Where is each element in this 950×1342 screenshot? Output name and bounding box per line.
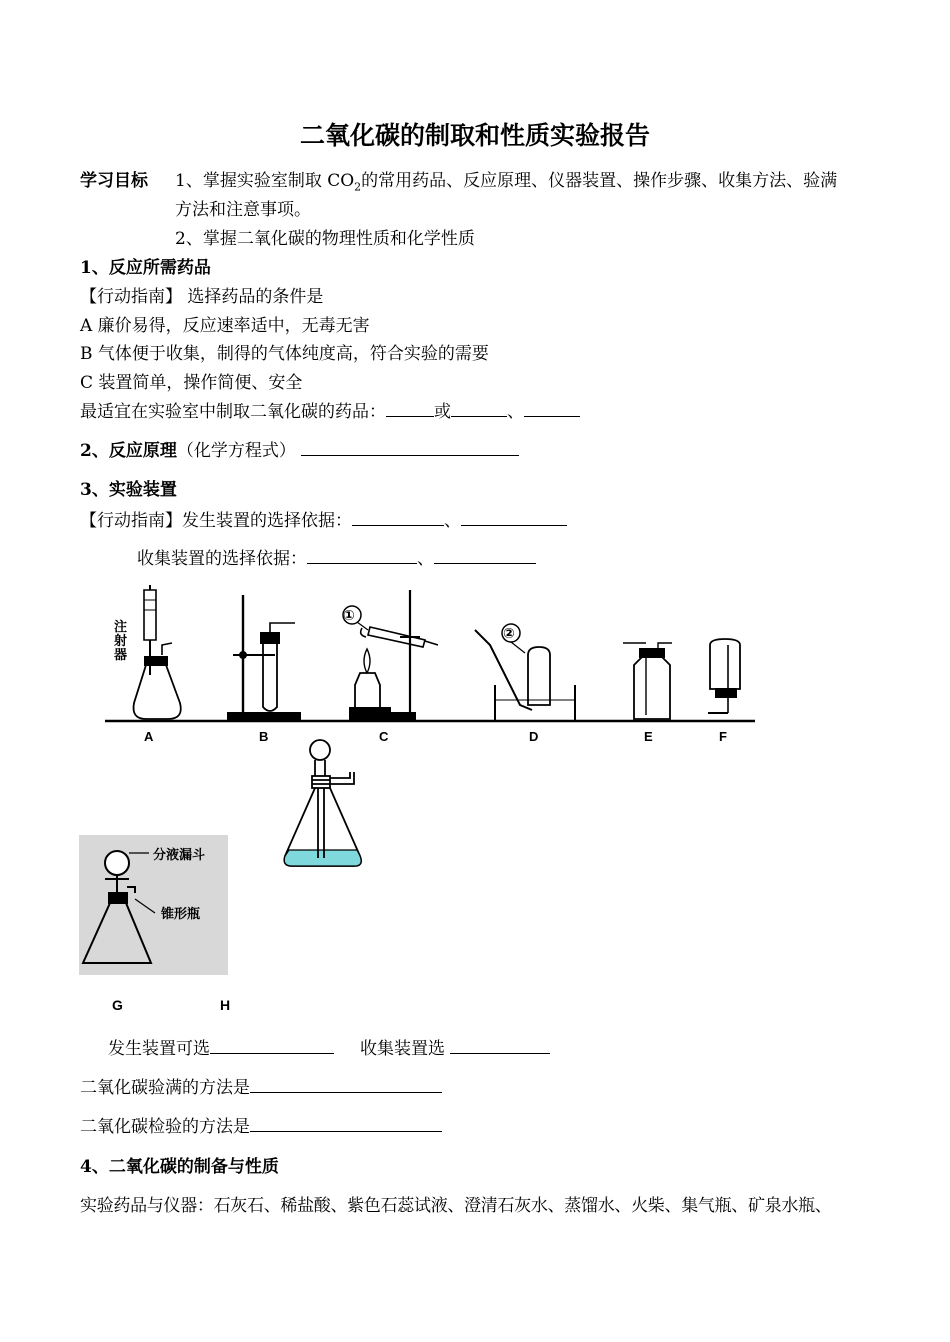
page-title: 二氧化碳的制取和性质实验报告: [299, 121, 650, 150]
goals-label: 学习目标: [80, 171, 148, 191]
apparatus-label-a: A: [144, 729, 154, 744]
apparatus-label-h: H: [220, 997, 231, 1013]
funnel-label: 分液漏斗: [153, 847, 206, 862]
answer-blank[interactable]: [524, 400, 580, 417]
goal-line-1-cont: 方法和注意事项。: [175, 200, 311, 220]
section-2-line: 2、反应原理（化学方程式）: [80, 436, 519, 461]
condition-a: A 廉价易得，反应速率适中，无毒无害: [80, 316, 370, 336]
generator-basis-line: 【行动指南】发生装置的选择依据： 、: [80, 506, 567, 531]
circled-label-2: ②: [503, 625, 515, 641]
answer-blank[interactable]: [210, 1037, 334, 1054]
reagent-question: 最适宜在实验室中制取二氧化碳的药品： 或 、: [80, 397, 580, 422]
answer-blank[interactable]: [250, 1115, 442, 1132]
apparatus-label-g: G: [112, 997, 123, 1013]
equation-blank[interactable]: [301, 439, 519, 456]
answer-blank[interactable]: [450, 1037, 550, 1054]
answer-blank[interactable]: [434, 547, 536, 564]
apparatus-label-f: F: [719, 729, 727, 744]
section-1-heading: 1、反应所需药品: [80, 258, 211, 278]
test-method-line: 二氧化碳检验的方法是: [80, 1112, 442, 1137]
flask-label: 锥形瓶: [161, 906, 201, 921]
full-check-line: 二氧化碳验满的方法是: [80, 1073, 442, 1098]
separating-funnel-photo: [79, 835, 228, 975]
section-1-guide: 【行动指南】 选择药品的条件是: [80, 287, 324, 307]
condition-c: C 装置简单，操作简便、安全: [80, 373, 303, 393]
answer-blank[interactable]: [250, 1076, 442, 1093]
circled-label-1: ①: [343, 607, 355, 623]
answer-blank[interactable]: [386, 400, 434, 417]
collector-basis-line: 收集装置的选择依据： 、: [137, 544, 536, 569]
goal-line-2: 2、掌握二氧化碳的物理性质和化学性质: [175, 229, 475, 249]
apparatus-label-b: B: [259, 729, 269, 744]
answer-blank[interactable]: [307, 547, 417, 564]
flask-h-diagram: [280, 738, 380, 873]
section-4-heading: 4、二氧化碳的制备与性质: [80, 1157, 279, 1177]
syringe-label: 注 射 器: [114, 619, 128, 662]
answer-blank[interactable]: [451, 400, 507, 417]
condition-b: B 气体便于收集，制得的气体纯度高，符合实验的需要: [80, 344, 489, 364]
apparatus-label-c: C: [379, 729, 389, 744]
goal-line-1: 1、掌握实验室制取 $CO_2$的常用药品、反应原理、仪器装置、操作步骤、收集方法、验满: [175, 171, 838, 194]
answer-blank[interactable]: [461, 509, 567, 526]
answer-blank[interactable]: [352, 509, 444, 526]
device-choice-line: 发生装置可选 收集装置选: [108, 1034, 550, 1059]
section-2-heading: 2、反应原理: [80, 441, 177, 461]
materials-line: 实验药品与仪器：石灰石、稀盐酸、紫色石蕊试液、澄清石灰水、蒸馏水、火柴、集气瓶、矿泉水瓶、: [80, 1196, 832, 1216]
apparatus-label-d: D: [529, 729, 539, 744]
apparatus-label-e: E: [644, 729, 653, 744]
apparatus-diagram: [100, 585, 760, 750]
section-3-heading: 3、实验装置: [80, 480, 177, 500]
